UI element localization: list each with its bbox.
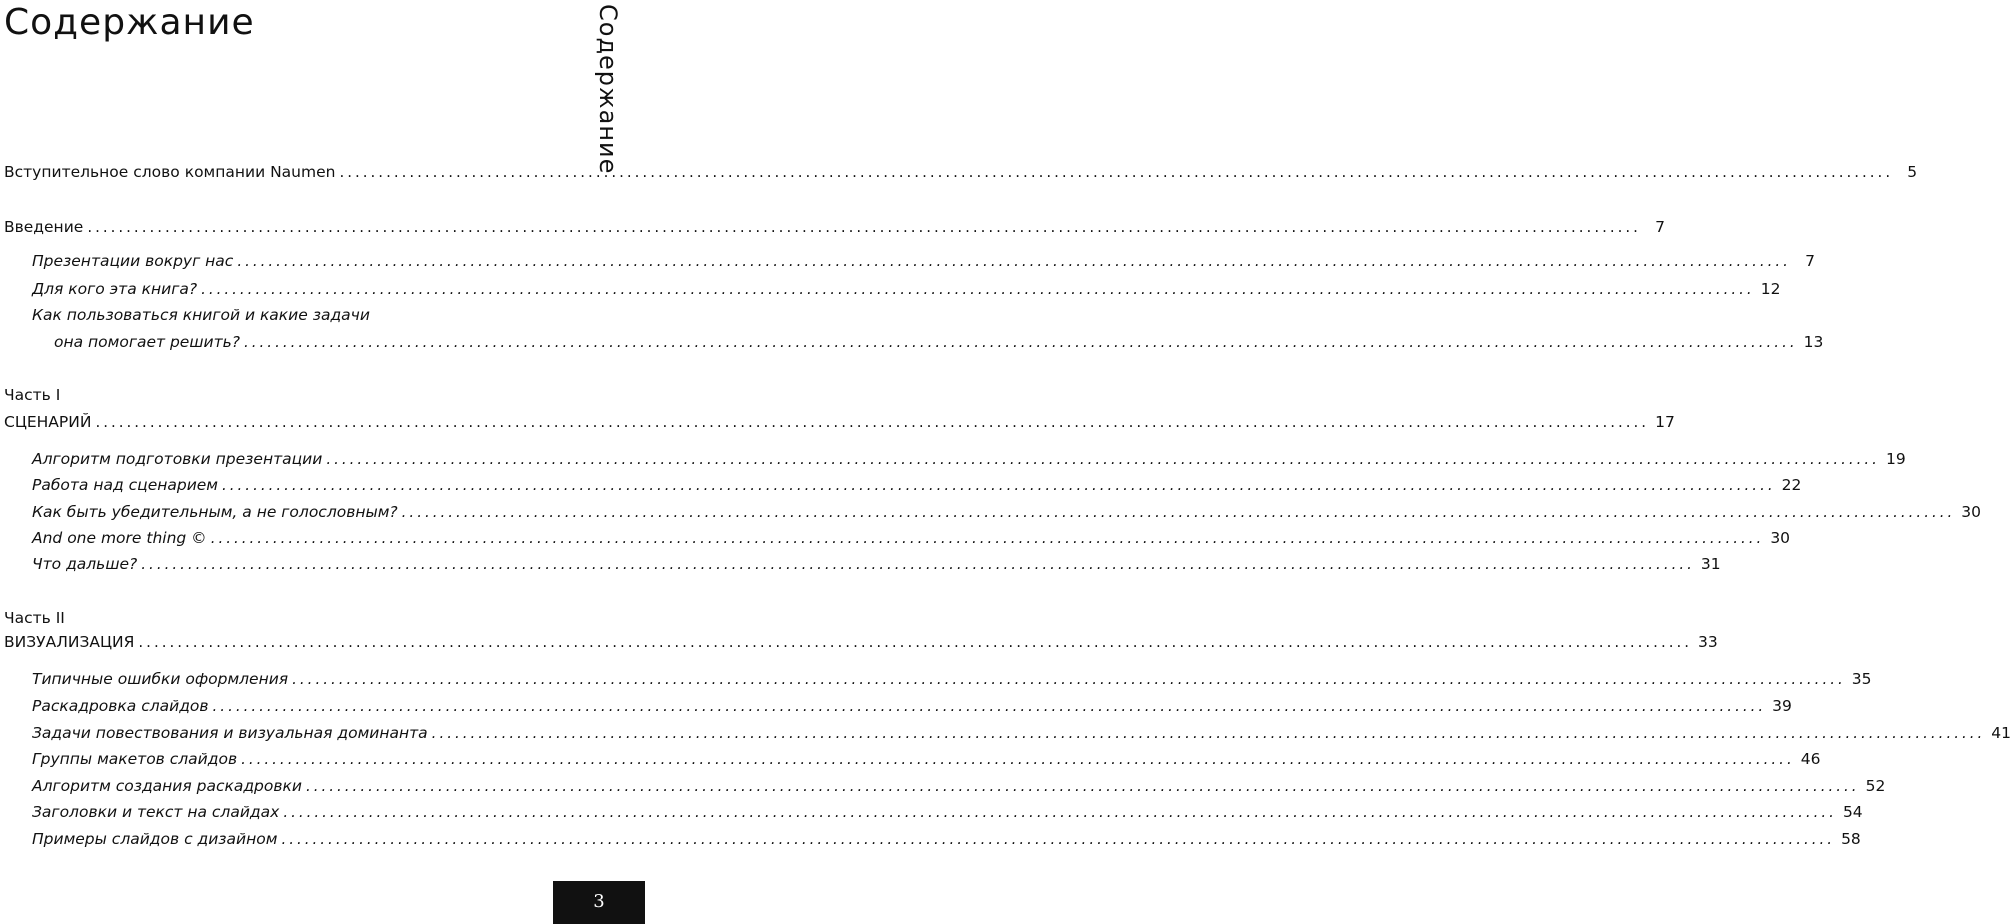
toc-entry-page: 33: [1698, 633, 1718, 651]
toc-part-title[interactable]: [4, 633, 1718, 657]
toc-entry-label: Вступительное слово компании Naumen: [4, 163, 336, 181]
leader-dots: ........................................................................................................................................................................................................: [326, 450, 1880, 468]
toc-entry-page: 13: [1803, 333, 1824, 351]
toc-entry-label: Примеры слайдов с дизайном: [32, 830, 278, 848]
leader-dots: ........................................................................................................................................................................................................: [210, 529, 1765, 547]
toc-subentry[interactable]: [54, 333, 1824, 357]
leader-dots: ........................................................................................................................................................................................................: [201, 280, 1755, 298]
toc-subentry[interactable]: [32, 450, 1906, 474]
toc-subentry[interactable]: [32, 252, 1815, 276]
toc-subentry[interactable]: [32, 830, 1861, 854]
toc-entry-label: Задачи повествования и визуальная доминанта: [32, 724, 428, 742]
part-label: Часть I: [4, 386, 61, 404]
leader-dots: ........................................................................................................................................................................................................: [141, 555, 1695, 573]
toc-entry-label: Заголовки и текст на слайдах: [32, 803, 280, 821]
toc-entry-page: 31: [1700, 555, 1721, 573]
leader-dots: ........................................................................................................................................................................................................: [222, 476, 1776, 494]
toc-entry-label: And one more thing ©: [32, 529, 207, 547]
leader-dots: ........................................................................................................................................................................................................: [237, 252, 1791, 270]
toc-subentry[interactable]: [32, 280, 1781, 304]
toc-entry-page: 30: [1770, 529, 1791, 547]
toc-entry-page: 54: [1842, 803, 1863, 821]
part-label: Часть II: [4, 609, 65, 627]
toc-subentry[interactable]: [32, 529, 1791, 553]
toc-subentry[interactable]: [32, 503, 1982, 527]
toc-entry-page: 5: [1907, 163, 1918, 181]
toc-subentry[interactable]: [32, 777, 1886, 801]
toc-entry-label: Презентации вокруг нас: [32, 252, 234, 270]
toc-entry-label: ВИЗУАЛИЗАЦИЯ: [4, 633, 135, 651]
leader-dots: ........................................................................................................................................................................................................: [95, 413, 1650, 431]
toc-subentry[interactable]: [32, 750, 1821, 774]
leader-dots: ........................................................................................................................................................................................................: [138, 633, 1693, 651]
toc-subentry[interactable]: [32, 476, 1802, 500]
toc-entry-page: 35: [1851, 670, 1872, 688]
leader-dots: ........................................................................................................................................................................................................: [283, 803, 1837, 821]
toc-entry-page: 7: [1805, 252, 1815, 270]
toc-entry-page: 17: [1655, 413, 1675, 431]
leader-dots: ........................................................................................................................................................................................................: [305, 777, 1860, 795]
toc-entry-page: 7: [1655, 218, 1665, 236]
toc-entry-page: 58: [1841, 830, 1861, 848]
toc-entry-introduction[interactable]: [4, 218, 1665, 242]
toc-entry-page: 30: [1961, 503, 1982, 521]
toc-entry-page: 12: [1760, 280, 1781, 298]
toc-entry-page: 41: [1991, 724, 2011, 742]
leader-dots: ........................................................................................................................................................................................................: [339, 163, 1894, 181]
toc-entry-label: она помогает решить?: [54, 333, 240, 351]
leader-dots: ........................................................................................................................................................................................................: [401, 503, 1956, 521]
toc-entry-label: Алгоритм создания раскадровки: [32, 777, 302, 795]
toc-entry-page: 46: [1800, 750, 1821, 768]
leader-dots: ........................................................................................................................................................................................................: [212, 697, 1767, 715]
toc-entry-label: Алгоритм подготовки презентации: [32, 450, 323, 468]
toc-subentry-label-line1[interactable]: Как пользоваться книгой и какие задачи: [32, 306, 370, 324]
toc-entry-label: Типичные ошибки оформления: [32, 670, 289, 688]
toc-entry-label: Для кого эта книга?: [32, 280, 198, 298]
toc-entry-page: 22: [1781, 476, 1802, 494]
leader-dots: ........................................................................................................................................................................................................: [281, 830, 1836, 848]
toc-subentry[interactable]: [32, 803, 1863, 827]
toc-entry-label: Как быть убедительным, а не голословным?: [32, 503, 398, 521]
toc-entry-intro[interactable]: [4, 163, 1918, 187]
toc-entry-page: 52: [1865, 777, 1886, 795]
leader-dots: ........................................................................................................................................................................................................: [292, 670, 1846, 688]
side-title: Содержание: [594, 4, 622, 175]
leader-dots: ........................................................................................................................................................................................................: [431, 724, 1986, 742]
leader-dots: ........................................................................................................................................................................................................: [241, 750, 1795, 768]
toc-subentry[interactable]: [32, 555, 1721, 579]
toc-entry-label: СЦЕНАРИЙ: [4, 413, 92, 431]
toc-entry-label: Работа над сценарием: [32, 476, 218, 494]
toc-entry-page: 19: [1885, 450, 1906, 468]
page-title: Содержание: [4, 2, 255, 43]
toc-subentry[interactable]: [32, 670, 1872, 694]
toc-entry-label: Введение: [4, 218, 84, 236]
toc-subentry[interactable]: [32, 697, 1792, 721]
page-number-box: [553, 881, 645, 924]
toc-subentry[interactable]: [32, 724, 2011, 748]
leader-dots: ........................................................................................................................................................................................................: [244, 333, 1798, 351]
leader-dots: ........................................................................................................................................................................................................: [87, 218, 1641, 236]
toc-entry-page: 39: [1772, 697, 1792, 715]
toc-entry-label: Раскадровка слайдов: [32, 697, 209, 715]
toc-entry-label: Что дальше?: [32, 555, 138, 573]
toc-entry-label: Группы макетов слайдов: [32, 750, 238, 768]
page-number: 3: [593, 891, 605, 912]
toc-part-title[interactable]: [4, 413, 1675, 437]
